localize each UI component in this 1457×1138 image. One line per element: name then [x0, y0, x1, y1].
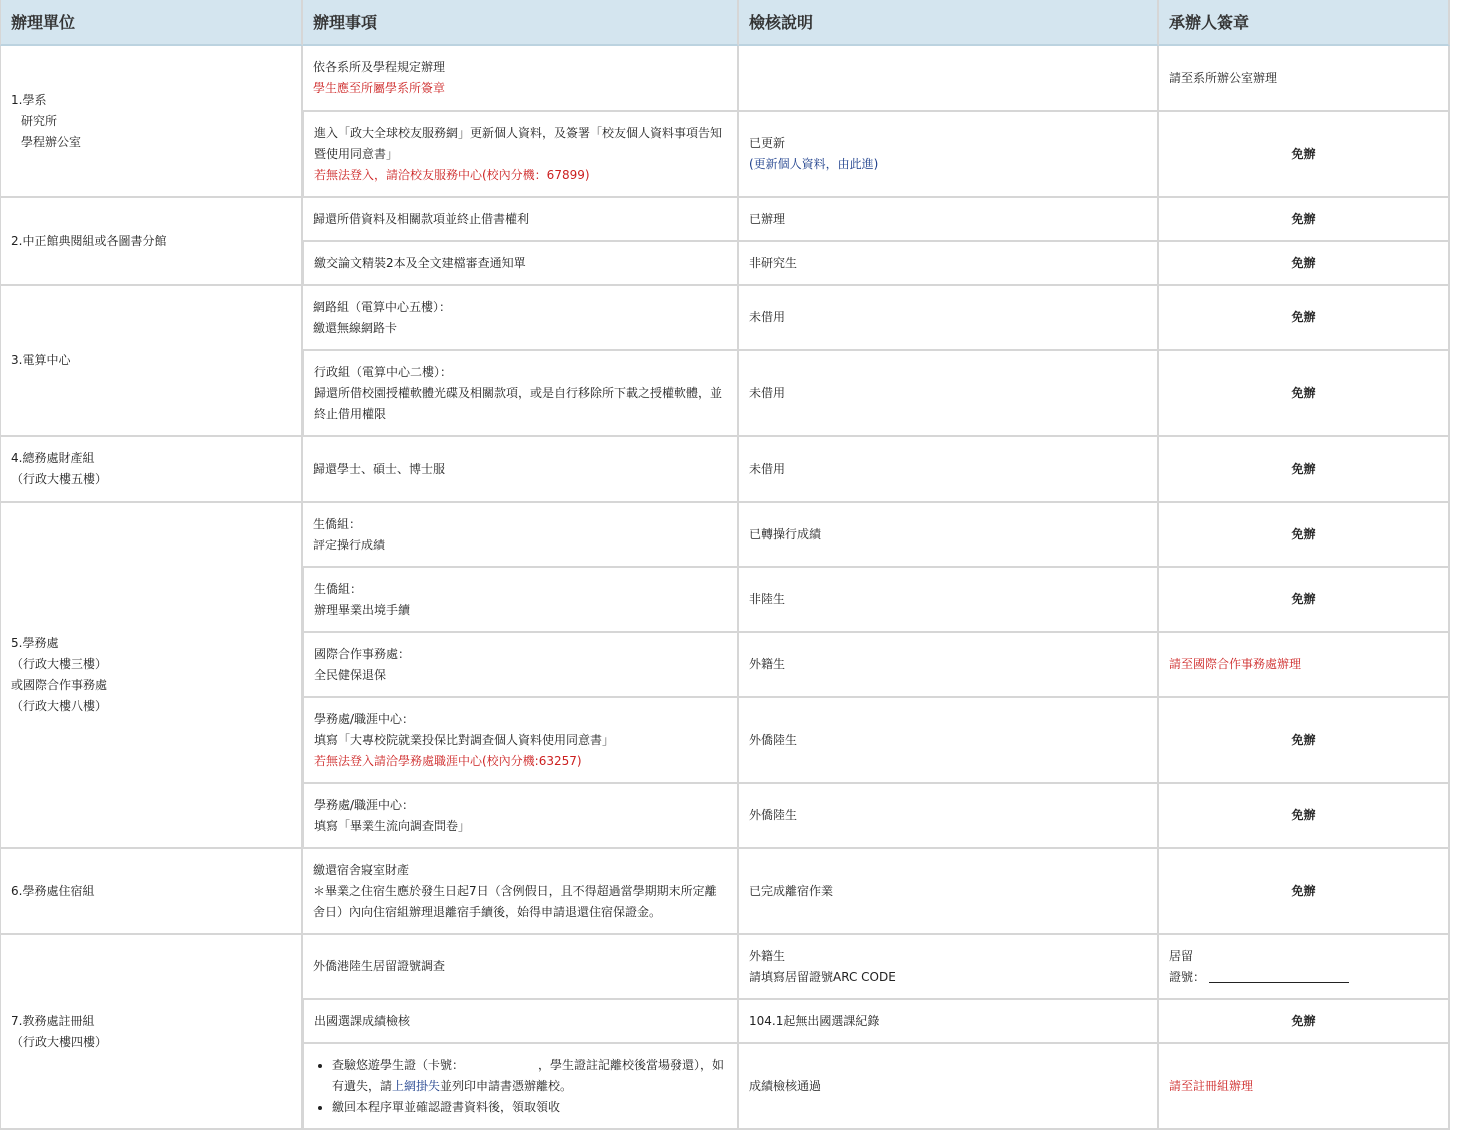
item-note: 若無法登入，請洽校友服務中心(校內分機：67899) [314, 167, 590, 182]
unit-cell-library: 2.中正館典閱組或各圖書分館 [0, 198, 303, 286]
sign-label: 居留 [1169, 948, 1194, 963]
sign-exempt: 免辦 [1159, 503, 1450, 568]
check-cell: 已轉操行成績 [739, 503, 1159, 568]
sign-cell: 請至註冊組辦理 [1159, 1044, 1450, 1130]
unit-label: 研究所 [21, 113, 58, 128]
table-row [0, 849, 1450, 935]
item-cell [303, 784, 739, 849]
item-text: 評定操行成績 [313, 537, 386, 552]
update-profile-link[interactable]: (更新個人資料，由此進) [749, 157, 879, 171]
sign-exempt: 免辦 [1159, 198, 1450, 242]
unit-cell-registration [0, 935, 303, 1130]
item-text: 學務處/職涯中心： [314, 711, 415, 726]
item-cell: 繳交論文精裝2本及全文建檔審查通知單 [303, 242, 739, 286]
check-status: 已更新 [749, 136, 786, 150]
sign-exempt: 免辦 [1159, 437, 1450, 503]
check-status: 請填寫居留證號ARC CODE [749, 969, 896, 984]
item-text: 繳還宿舍寢室財產 [313, 862, 410, 877]
list-item: • 繳回本程序單並確認證書資料後，領取領收 [332, 1097, 727, 1118]
list-item [332, 1055, 727, 1097]
table-row [0, 503, 1450, 568]
item-text: 進入「政大全球校友服務網」更新個人資料，及簽署「校友個人資料事項告知暨使用同意書」 [314, 125, 723, 161]
item-cell [303, 568, 739, 633]
check-cell: 未借用 [739, 351, 1159, 437]
check-cell: 已辦理 [739, 198, 1159, 242]
item-text: 繳還無線網路卡 [313, 320, 398, 335]
sign-exempt: 免辦 [1159, 568, 1450, 633]
item-cell [303, 46, 739, 112]
item-text: ，學生證註記離校後當場發還），如有遺失，請 [332, 1057, 725, 1093]
item-cell [303, 633, 739, 698]
item-cell [303, 351, 739, 437]
item-text: 生僑組： [314, 581, 363, 596]
table-row [0, 935, 1450, 1000]
table-header-row [0, 0, 1450, 46]
sign-exempt: 免辦 [1159, 849, 1450, 935]
check-cell: 成績檢核通過 [739, 1044, 1159, 1130]
item-text: 歸還所借校園授權軟體光碟及相關款項，或是自行移除所下載之授權軟體，並終止借用權限 [314, 385, 723, 421]
check-cell [739, 935, 1159, 1000]
check-cell: 104.1起無出國選課紀錄 [739, 1000, 1159, 1044]
table-row [0, 286, 1450, 351]
sign-exempt: 免辦 [1159, 286, 1450, 351]
unit-label: （行政大樓八樓） [11, 699, 108, 713]
header-sign: 承辦人簽章 [1159, 0, 1450, 46]
item-text: 行政組（電算中心二樓）： [314, 364, 453, 379]
check-cell [739, 46, 1159, 112]
item-text: 填寫「畢業生流向調查問卷」 [314, 818, 471, 833]
item-text: 並列印申請書憑辦離校。 [440, 1078, 573, 1093]
check-cell: 外僑陸生 [739, 784, 1159, 849]
check-cell: 非陸生 [739, 568, 1159, 633]
sign-cell: 請至系所辦公室辦理 [1159, 46, 1450, 112]
check-cell: 未借用 [739, 437, 1159, 503]
sign-label: 證號： [1169, 969, 1206, 984]
check-status: 外籍生 [749, 948, 786, 963]
item-cell: 外僑港陸生居留證號調查 [303, 935, 739, 1000]
item-cell [303, 503, 739, 568]
unit-cell-computer-center: 3.電算中心 [0, 286, 303, 437]
unit-cell-student-affairs [0, 503, 303, 849]
header-check: 檢核說明 [739, 0, 1159, 46]
item-text: 學務處/職涯中心： [314, 797, 415, 812]
item-text: 網路組（電算中心五樓）： [313, 299, 452, 314]
header-item: 辦理事項 [303, 0, 739, 46]
item-text: 查驗悠遊學生證（卡號： [332, 1057, 465, 1072]
table-row [0, 46, 1450, 112]
sign-exempt: 免辦 [1159, 1000, 1450, 1044]
item-text: 國際合作事務處： [314, 646, 411, 661]
check-cell: 已完成離宿作業 [739, 849, 1159, 935]
unit-label: 學程辦公室 [21, 134, 82, 149]
report-loss-link[interactable]: 上網掛失 [392, 1078, 441, 1093]
item-cell [303, 1044, 739, 1130]
header-unit: 辦理單位 [0, 0, 303, 46]
check-cell: 外籍生 [739, 633, 1159, 698]
item-cell: 歸還學士、碩士、博士服 [303, 437, 739, 503]
item-text: ＊畢業之住宿生應於發生日起7日（含例假日，且不得超過當學期期末所定離舍日）內向住宿組辦理退離宿手續後，始得申請退還住宿保證金。 [313, 883, 717, 919]
item-cell [303, 698, 739, 784]
unit-label: （行政大樓三樓） [11, 657, 108, 671]
sign-exempt: 免辦 [1159, 698, 1450, 784]
sign-exempt: 免辦 [1159, 242, 1450, 286]
unit-label: 5.學務處 [11, 636, 59, 650]
item-cell [303, 849, 739, 935]
check-cell: 未借用 [739, 286, 1159, 351]
item-cell [303, 112, 739, 198]
item-cell: 出國選課成績檢核 [303, 1000, 739, 1044]
unit-cell-housing: 6.學務處住宿組 [0, 849, 303, 935]
sign-exempt: 免辦 [1159, 112, 1450, 198]
sign-exempt: 免辦 [1159, 784, 1450, 849]
item-text: 生僑組： [313, 516, 362, 531]
check-cell: 外僑陸生 [739, 698, 1159, 784]
sign-cell [1159, 935, 1450, 1000]
item-bullet-list [314, 1055, 727, 1118]
item-note: 學生應至所屬學系所簽章 [313, 81, 446, 95]
item-text: 填寫「大專校院就業投保比對調查個人資料使用同意書」 [314, 732, 615, 747]
unit-cell-department [0, 46, 303, 198]
item-cell: 歸還所借資料及相關款項並終止借書權利 [303, 198, 739, 242]
unit-label: （行政大樓五樓） [11, 472, 108, 486]
sign-exempt: 免辦 [1159, 351, 1450, 437]
unit-label: 或國際合作事務處 [11, 678, 108, 692]
sign-cell: 請至國際合作事務處辦理 [1159, 633, 1450, 698]
item-text: 依各系所及學程規定辦理 [313, 60, 446, 74]
item-cell [303, 286, 739, 351]
unit-label: 7.教務處註冊組 [11, 1013, 95, 1028]
check-cell: 非研究生 [739, 242, 1159, 286]
unit-label: （行政大樓四樓） [11, 1034, 108, 1049]
item-note: 若無法登入請洽學務處職涯中心(校內分機:63257) [314, 753, 582, 768]
table-row [0, 437, 1450, 503]
item-text: 辦理畢業出境手續 [314, 602, 411, 617]
unit-label: 4.總務處財產組 [11, 451, 95, 465]
arc-code-blank [1209, 971, 1349, 983]
table-row [0, 198, 1450, 242]
check-cell [739, 112, 1159, 198]
item-text: 全民健保退保 [314, 667, 387, 682]
unit-label: 1.學系 [11, 92, 47, 107]
unit-cell-property [0, 437, 303, 503]
